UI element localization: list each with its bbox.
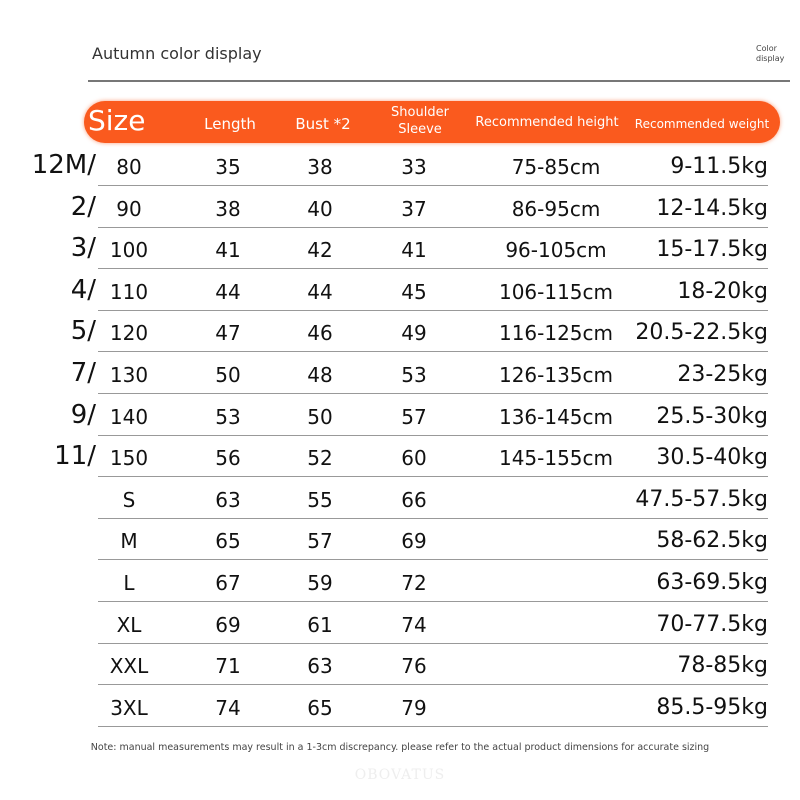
cell-size: XL	[116, 612, 142, 637]
cell-recommended-weight: 58-62.5kg	[656, 528, 768, 554]
cell-size: 150	[109, 446, 149, 471]
cell-recommended-height: 145-155cm	[498, 446, 614, 471]
table-row	[98, 145, 768, 186]
cell-recommended-weight: 85.5-95kg	[656, 694, 768, 720]
cell-size: 90	[116, 196, 142, 221]
cell-bust: 57	[307, 529, 333, 554]
row-age-label: 9/	[70, 399, 96, 430]
cell-bust: 55	[307, 487, 333, 512]
cell-bust: 63	[307, 654, 333, 679]
row-age-label: 5/	[70, 316, 96, 347]
cell-length: 67	[215, 571, 241, 595]
cell-shoulder-sleeve: 66	[401, 487, 427, 512]
cell-length: 47	[215, 321, 241, 346]
cell-recommended-weight: 23-25kg	[677, 362, 768, 387]
cell-length: 74	[215, 695, 241, 720]
cell-recommended-weight: 18-20kg	[677, 278, 768, 304]
header-shoulder-sleeve: Shoulder Sleeve	[391, 105, 449, 137]
table-row	[98, 519, 768, 560]
cell-shoulder-sleeve: 53	[401, 363, 427, 387]
cell-recommended-weight: 70-77.5kg	[656, 611, 768, 637]
header-recommended-height: Recommended height	[475, 115, 619, 130]
cell-bust: 50	[307, 404, 333, 429]
cell-recommended-height: 106-115cm	[498, 279, 614, 304]
table-row	[98, 353, 768, 394]
cell-bust: 38	[307, 155, 333, 179]
cell-bust: 46	[307, 321, 333, 346]
cell-bust: 61	[307, 612, 333, 637]
row-age-label: 12M/	[31, 150, 96, 180]
cell-bust: 48	[307, 363, 333, 387]
cell-length: 38	[215, 196, 241, 221]
table-row	[98, 686, 768, 727]
cell-recommended-weight: 15-17.5kg	[656, 237, 768, 263]
cell-length: 50	[215, 363, 241, 387]
cell-length: 41	[215, 238, 241, 263]
cell-length: 69	[215, 612, 241, 637]
cell-shoulder-sleeve: 60	[401, 446, 427, 471]
cell-size: 130	[109, 363, 149, 387]
cell-bust: 42	[307, 238, 333, 263]
cell-bust: 44	[307, 279, 333, 304]
cell-shoulder-sleeve: 69	[401, 529, 427, 554]
cell-length: 63	[215, 487, 241, 512]
cell-recommended-weight: 47.5-57.5kg	[635, 486, 768, 512]
table-row	[98, 436, 768, 477]
cell-shoulder-sleeve: 49	[401, 321, 427, 346]
cell-shoulder-sleeve: 79	[401, 695, 427, 720]
cell-recommended-weight: 78-85kg	[677, 653, 768, 679]
cell-recommended-height: 126-135cm	[498, 363, 614, 387]
cell-recommended-height: 75-85cm	[511, 155, 601, 179]
table-row	[98, 270, 768, 311]
page-title: Autumn color display	[92, 44, 262, 63]
cell-length: 35	[215, 155, 241, 179]
cell-length: 44	[215, 279, 241, 304]
cell-bust: 65	[307, 695, 333, 720]
cell-recommended-weight: 12-14.5kg	[656, 195, 768, 221]
cell-recommended-weight: 9-11.5kg	[670, 154, 768, 179]
table-row	[98, 561, 768, 602]
cell-length: 65	[215, 529, 241, 554]
cell-shoulder-sleeve: 57	[401, 404, 427, 429]
cell-recommended-height: 96-105cm	[505, 238, 607, 263]
cell-shoulder-sleeve: 37	[401, 196, 427, 221]
row-age-label: 2/	[70, 191, 96, 222]
cell-recommended-weight: 63-69.5kg	[656, 570, 768, 595]
table-row	[98, 395, 768, 436]
row-age-label: 4/	[70, 274, 96, 305]
cell-shoulder-sleeve: 76	[401, 654, 427, 679]
table-row	[98, 311, 768, 352]
measurement-note: Note: manual measurements may result in a 1-3cm discrepancy. please refer to the actual product dimensions for accurate sizing	[90, 742, 710, 753]
title-divider	[88, 80, 790, 82]
cell-size: 80	[116, 155, 142, 179]
cell-shoulder-sleeve: 74	[401, 612, 427, 637]
row-age-label: 7/	[70, 358, 96, 388]
table-row	[98, 228, 768, 269]
cell-size: L	[123, 571, 135, 595]
cell-shoulder-sleeve: 33	[401, 155, 427, 179]
cell-recommended-weight: 30.5-40kg	[656, 445, 768, 471]
cell-length: 71	[215, 654, 241, 679]
cell-recommended-height: 136-145cm	[498, 404, 614, 429]
cell-size: 120	[109, 321, 149, 346]
color-display-label: Color display	[756, 44, 785, 63]
header-bust: Bust *2	[295, 115, 351, 133]
row-age-label: 11/	[54, 441, 96, 472]
cell-size: S	[122, 487, 136, 512]
cell-shoulder-sleeve: 45	[401, 279, 427, 304]
cell-recommended-height: 116-125cm	[498, 321, 614, 346]
cell-recommended-height: 86-95cm	[511, 196, 601, 221]
cell-size: XXL	[109, 654, 149, 679]
table-row	[98, 187, 768, 228]
header-length: Length	[204, 115, 256, 133]
cell-shoulder-sleeve: 41	[401, 238, 427, 263]
cell-recommended-weight: 20.5-22.5kg	[635, 320, 768, 346]
cell-bust: 59	[307, 571, 333, 595]
row-age-label: 3/	[70, 233, 96, 264]
cell-bust: 40	[307, 196, 333, 221]
table-row	[98, 478, 768, 519]
cell-size: 100	[109, 238, 149, 263]
cell-size: 110	[109, 279, 149, 304]
header-recommended-weight: Recommended weight	[634, 117, 770, 131]
cell-length: 56	[215, 446, 241, 471]
cell-recommended-weight: 25.5-30kg	[656, 403, 768, 429]
cell-shoulder-sleeve: 72	[401, 571, 427, 595]
table-row	[98, 603, 768, 644]
table-row	[98, 644, 768, 685]
cell-size: M	[120, 529, 138, 554]
cell-size: 3XL	[110, 695, 148, 720]
cell-size: 140	[109, 404, 149, 429]
cell-bust: 52	[307, 446, 333, 471]
cell-length: 53	[215, 404, 241, 429]
watermark-logo: OBOVATUS	[354, 767, 446, 783]
header-size: Size	[88, 104, 146, 137]
